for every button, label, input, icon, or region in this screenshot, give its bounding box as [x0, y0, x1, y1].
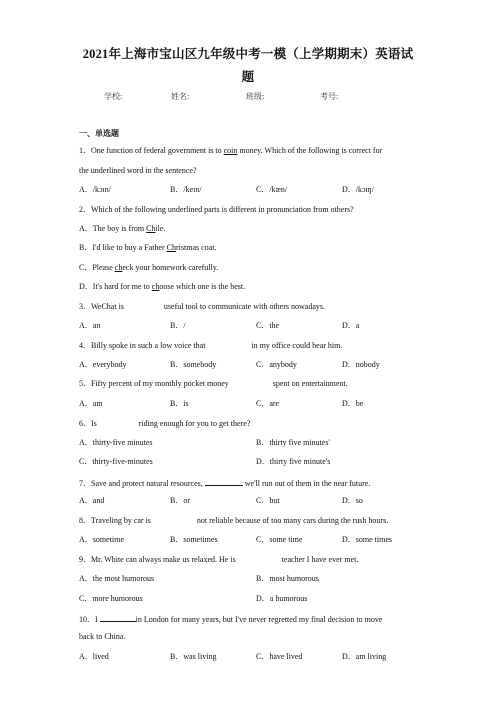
q3-option-a: A．an — [79, 321, 101, 330]
q4-option-c: C．anybody — [256, 360, 297, 369]
name-label: 姓名: — [171, 92, 190, 101]
q6-option-b: B．thirty five minutes' — [256, 438, 330, 447]
exam-title-line2: 题 — [241, 70, 255, 84]
q9-option-a: A．the most humorous — [79, 574, 155, 583]
q6-option-d: D．thirty five minute's — [256, 457, 331, 466]
q7-option-b: B．or — [170, 496, 190, 505]
q5-option-c: C．are — [256, 399, 280, 408]
section-heading: 一、单选题 — [79, 129, 119, 138]
q7-option-c: C．but — [256, 496, 280, 505]
q10-option-d: D．am living — [342, 652, 387, 661]
q6-option-c: C．thirty-five-minutes — [79, 457, 153, 466]
q2-option-d: D．It's hard for me to choose which one is the best. — [79, 282, 246, 291]
q10-option-a: A．lived — [79, 652, 109, 661]
answer-blank — [100, 613, 136, 622]
q4-option-d: D．nobody — [342, 360, 380, 369]
underlined-word: coin — [223, 146, 238, 155]
q9-option-d: D．a humorous — [256, 594, 308, 603]
question-6-stem: 6．Is riding enough for you to get there? — [79, 419, 251, 428]
question-1-stem: 1．One function of federal government is to coin money. Which of the following is correct for — [79, 146, 383, 155]
q2-option-a: A．The boy is from Chile. — [79, 224, 166, 233]
q10-option-c: C．have lived — [256, 652, 303, 661]
q5-option-b: B．is — [170, 399, 189, 408]
question-2-stem: 2．Which of the following underlined parts is different in pronunciation from others? — [79, 205, 354, 214]
q8-option-a: A．sometime — [79, 535, 124, 544]
q5-option-d: D．be — [342, 399, 364, 408]
question-3-stem: 3．WeChat is useful tool to communicate with others nowadays. — [79, 302, 325, 311]
class-label: 班级: — [246, 92, 265, 101]
q7-option-d: D．so — [342, 496, 363, 505]
question-10-stem: 10．I in London for many years, but I've never regretted my final decision to move — [79, 615, 383, 624]
q9-option-b: B．most humorous — [256, 574, 319, 583]
q1-option-d: D．/kɔɪŋ/ — [342, 185, 374, 194]
q3-option-b: B．/ — [170, 321, 186, 330]
q1-option-a: A．/kɔɪn/ — [79, 185, 111, 194]
question-10-stem-line2: back to China. — [79, 632, 126, 641]
answer-blank — [205, 477, 243, 486]
question-1-stem-line2: the underlined word in the sentence? — [79, 166, 197, 175]
question-8-stem: 8．Traveling by car is not reliable because of too many cars during the rush hours. — [79, 516, 389, 525]
question-5-stem: 5．Fifty percent of my monthly pocket money spent on entertainment. — [79, 379, 348, 388]
q3-option-d: D．a — [342, 321, 360, 330]
q4-option-a: A．everybody — [79, 360, 127, 369]
exam-title-line1: 2021年上海市宝山区九年级中考一模（上学期期末）英语试 — [82, 47, 414, 61]
q6-option-a: A．thirty-five minutes — [79, 438, 153, 447]
q4-option-b: B．somebody — [170, 360, 217, 369]
number-label: 考号: — [320, 92, 339, 101]
question-9-stem: 9．Mr. White can always make us relaxed. He is teacher I have ever met. — [79, 555, 359, 564]
q3-option-c: C．the — [256, 321, 280, 330]
q2-option-b: B．I'd like to buy a Father Christmas coat. — [79, 243, 217, 252]
question-4-stem: 4．Billy spoke in such a low voice that in my office could hear him. — [79, 341, 343, 350]
q8-option-c: C．some time — [256, 535, 303, 544]
q2-option-c: C．Please check your homework carefully. — [79, 263, 219, 272]
q8-option-b: B．sometimes — [170, 535, 218, 544]
school-label: 学校: — [104, 92, 123, 101]
q10-option-b: B．was living — [170, 652, 217, 661]
q7-option-a: A．and — [79, 496, 105, 505]
question-7-stem: 7．Save and protect natural resources, we'll run out of them in the near future. — [79, 479, 371, 488]
q8-option-d: D．some times — [342, 535, 392, 544]
q5-option-a: A．am — [79, 399, 103, 408]
q1-option-c: C．/kæn/ — [256, 185, 288, 194]
q9-option-c: C．more humorous — [79, 594, 143, 603]
q1-option-b: B．/keɪn/ — [170, 185, 202, 194]
